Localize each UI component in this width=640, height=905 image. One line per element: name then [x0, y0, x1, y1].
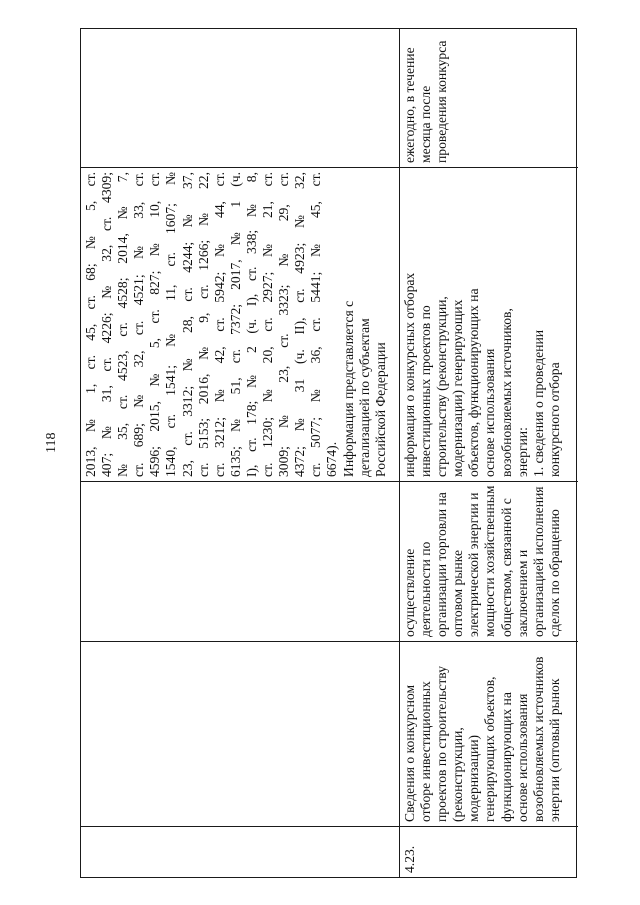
text-line: модернизации): [466, 734, 482, 822]
cell-activity: [81, 481, 399, 641]
text-line: генерирующих объектов,: [482, 676, 498, 822]
cell-period: [400, 27, 578, 167]
text-line: I), ст. 178; № 2 (ч. I), ст. 338; № 8,: [243, 172, 259, 477]
text-line: осуществление: [402, 548, 417, 637]
text-line: 3009; № 23, ст. 3323; № 29, ст.: [276, 172, 292, 477]
text-line: инвестиционных проектов по: [418, 305, 434, 477]
text-line: ст. 3212; № 42, ст. 5942; № 44, ст.: [211, 172, 227, 477]
text-line: возобновляемых источников,: [498, 308, 514, 477]
text-line: обществом, связанной с: [498, 498, 514, 637]
text-line: 407; № 31, ст. 4226; № 32, ст. 4309;: [99, 172, 115, 477]
text-line: проведения конкурса: [434, 40, 450, 163]
text-line: основе использования: [482, 348, 498, 477]
text-line: проектов по строительству: [434, 665, 450, 822]
text-line: заключением и: [514, 549, 530, 637]
text-line: модернизации) генерирующих: [450, 299, 466, 477]
text-line: основе использования: [514, 693, 530, 822]
text-line: 6135; № 51, ст. 7372; 2017, № 1 (ч.: [227, 172, 243, 477]
text-line: энергии:: [514, 427, 530, 477]
cell-name: [400, 641, 578, 826]
text-line: ст. 5077; № 36, ст. 5441; № 45, ст.: [308, 172, 324, 477]
text-line: сделок по обращению: [546, 509, 562, 637]
text-line: ежегодно, в течение: [402, 47, 417, 163]
text-line: организации торговли на: [434, 492, 450, 637]
text-line: строительству (реконструкции,: [434, 296, 450, 477]
text-line: мощности хозяйственным: [482, 485, 498, 637]
cell-number: [81, 826, 399, 877]
text-line: конкурсного отбора: [546, 362, 562, 477]
text-line: № 35, ст. 4523, ст. 4528; 2014, № 7,: [115, 172, 131, 477]
text-line: организацией исполнения: [530, 486, 546, 637]
text-line: 6674).: [324, 441, 340, 477]
text-line: деятельности по: [418, 541, 434, 637]
text-line: 1540, ст. 1541; № 11, ст. 1607; №: [163, 172, 179, 477]
cell-name: [81, 641, 399, 826]
text-line: оптовом рынке: [450, 550, 466, 637]
text-line: детализацией по субъектам: [356, 318, 372, 477]
text-line: Российской Федерации: [372, 342, 388, 477]
cell-info: [81, 167, 399, 481]
cell-period: [81, 27, 399, 167]
text-line: энергии (оптовый рынок: [546, 678, 562, 822]
table-row: [81, 29, 400, 877]
text-line: 4596; 2015, № 5, ст. 827; № 10, ст.: [147, 172, 163, 477]
data-table: [80, 28, 577, 878]
cell-number: 4.23.: [400, 826, 578, 877]
text-line: месяца после: [418, 85, 434, 163]
text-line: возобновляемых источников: [530, 656, 546, 822]
text-line: отборе инвестиционных: [418, 681, 434, 822]
text-line: 2013, № 1, ст. 45, ст. 68; № 5, ст.: [83, 172, 98, 477]
table-row: [400, 29, 578, 877]
text-line: 1. сведения о проведении: [530, 329, 546, 477]
cell-activity: [400, 481, 578, 641]
text-line: ст. 689; № 32, ст. 4521; № 33, ст.: [131, 172, 147, 477]
text-line: 23, ст. 3312; № 28, ст. 4244; № 37,: [179, 172, 195, 477]
text-line: 4372; № 31 (ч. II), ст. 4923; № 32,: [292, 172, 308, 477]
page-number: 118: [44, 432, 59, 453]
text-line: объектов, функционирующих на: [466, 288, 482, 477]
text-line: Сведения о конкурсном: [402, 684, 417, 822]
text-line: информация о конкурсных отборах: [402, 272, 417, 477]
text-line: (реконструкции,: [450, 727, 466, 822]
cell-info: [400, 167, 578, 481]
text-line: ст. 1230; № 20, ст. 2927; № 21, ст.: [260, 172, 276, 477]
text-line: Информация представляется с: [340, 300, 356, 477]
text-line: электрической энергии и: [466, 492, 482, 637]
text-line: функционирующих на: [498, 692, 514, 822]
text-line: ст. 5153; 2016, № 9, ст. 1266; № 22,: [195, 172, 211, 477]
